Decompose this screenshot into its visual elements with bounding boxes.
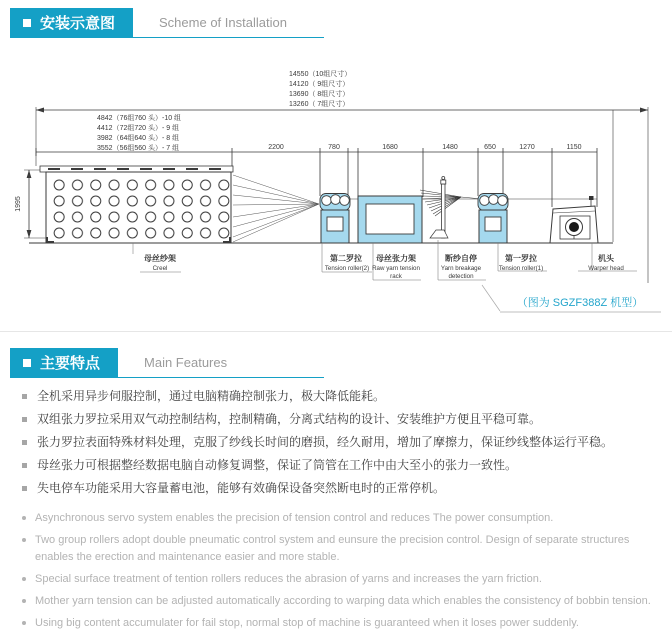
feature-text-cn: 母丝张力可根据整经数据电脑自动修复调整，保证了筒管在工作中由大至小的张力一致性。	[37, 458, 518, 472]
breakage-label-cn: 断纱自停	[445, 254, 477, 263]
feature-text-cn: 双组张力罗拉采用双气动控制结构，控制精确，分离式结构的设计、安装维护方便且平稳可靠。	[37, 412, 542, 426]
dot-bullet-icon	[22, 621, 26, 625]
creel-rail	[40, 166, 233, 172]
feature-item-cn	[22, 435, 660, 450]
feature-text-cn: 全机采用异步伺服控制，通过电脑精确控制张力，极大降低能耗。	[37, 389, 386, 403]
creel-dim-label: 3552（56组560 头）- 7 组	[97, 145, 180, 152]
dot-bullet-icon	[22, 577, 26, 581]
segment-dim: 1150	[566, 144, 582, 151]
segment-dim: 2200	[268, 144, 284, 151]
model-note-pointer	[482, 285, 500, 311]
creel-unit	[40, 166, 233, 243]
feature-text-en: Asynchronous servo system enables the precision of tension control and reduces The power consumption.	[35, 512, 554, 524]
dot-bullet-icon	[22, 538, 26, 542]
bullet-square-icon	[23, 359, 31, 367]
installation-diagram	[0, 62, 672, 317]
segment-dim: 1680	[382, 144, 398, 151]
feature-text-en: Two group rollers adopt double pneumatic control system and eunsure the precision control. Design of separate structures enables the erection and maintenance easier and more stable.	[35, 534, 630, 563]
features-title-cn: 主要特点	[40, 355, 101, 372]
segment-dim: 1270	[519, 144, 535, 151]
tension-rack-unit	[358, 196, 422, 243]
square-bullet-icon	[22, 440, 27, 445]
feature-text-en: Using big content accumulater for fail stop, normal stop of machine is guaranteed when it loses power suddenly.	[35, 617, 579, 629]
roller1-label-en: Tension roller(1)	[498, 265, 544, 272]
feature-text-en: Mother yarn tension can be adjusted automatically according to warping data which enables the consistency of bobbin tension.	[35, 595, 651, 607]
dot-bullet-icon	[22, 599, 26, 603]
feature-item-en	[22, 532, 660, 566]
feature-item-en	[22, 510, 660, 527]
breakage-label-en2: detection	[448, 273, 474, 280]
feature-text-en: Special surface treatment of tention rollers reduces the abrasion of yarns and increases the yarn friction.	[35, 573, 542, 585]
breakage-detection-unit	[420, 177, 482, 239]
creel-dim-label: 4842（76组760 头）-10 组	[97, 115, 182, 122]
tension-rack-label-cn: 母丝张力架	[376, 254, 416, 263]
bullet-square-icon	[23, 19, 31, 27]
segment-dim: 1480	[442, 144, 458, 151]
feature-item-cn	[22, 458, 660, 473]
breakage-label-en1: Yarn breakage	[440, 265, 482, 272]
square-bullet-icon	[22, 394, 27, 399]
model-note: （图为 SGZF388Z 机型）	[516, 297, 644, 309]
section-divider	[0, 331, 672, 332]
feature-item-cn	[22, 389, 660, 404]
feature-item-en	[22, 593, 660, 610]
overall-dim-label: 14120（ 9组尺寸）	[289, 81, 350, 88]
square-bullet-icon	[22, 486, 27, 491]
features-title-band	[10, 348, 118, 377]
tension-roller1-unit	[478, 194, 508, 244]
overall-dim-label: 13690（ 8组尺寸）	[289, 91, 350, 98]
installation-title-band	[10, 8, 133, 37]
creel-label-cn: 母丝纱架	[144, 254, 176, 263]
warper-label-cn: 机头	[598, 254, 614, 263]
square-bullet-icon	[22, 463, 27, 468]
overall-dim-label: 13260（ 7组尺寸）	[289, 101, 350, 108]
creel-dim-label: 4412（72组720 头）- 9 组	[97, 125, 180, 132]
roller2-label-cn: 第二罗拉	[330, 254, 362, 263]
creel-label-en: Creel	[152, 265, 168, 272]
feature-item-cn	[22, 412, 660, 427]
tension-roller2-unit	[320, 194, 350, 244]
feature-item-cn	[22, 481, 660, 496]
overall-dim-label: 14550（10组尺寸）	[289, 71, 352, 78]
roller1-label-cn: 第一罗拉	[505, 254, 537, 263]
dot-bullet-icon	[22, 516, 26, 520]
yarn-lines	[233, 175, 319, 242]
features-cn-list	[22, 389, 660, 504]
segment-dim: 780	[328, 144, 340, 151]
installation-title-en: Scheme of Installation	[159, 15, 287, 30]
feature-item-en	[22, 615, 660, 632]
warper-label-en: Warper head	[588, 265, 624, 272]
features-section-header	[10, 348, 324, 378]
tension-rack-label-en2: rack	[390, 273, 402, 280]
features-en-list	[22, 510, 660, 637]
installation-section-header	[10, 8, 324, 38]
square-bullet-icon	[22, 417, 27, 422]
feature-text-cn: 失电停车功能采用大容量蓄电池，能够有效确保设备突然断电时的正常停机。	[37, 481, 446, 495]
warper-head-unit	[550, 196, 598, 243]
installation-title-cn: 安装示意图	[40, 15, 116, 32]
feature-item-en	[22, 571, 660, 588]
features-title-en: Main Features	[144, 355, 228, 370]
segment-dim: 650	[484, 144, 496, 151]
height-dim-label: 1995	[15, 196, 22, 212]
feature-text-cn: 张力罗拉表面特殊材料处理，克服了纱线长时间的磨损，经久耐用，增加了摩擦力，保证纱线整体运行平稳。	[37, 435, 614, 449]
creel-dim-label: 3982（64组640 头）- 8 组	[97, 135, 180, 142]
tension-rack-label-en1: Raw yarn tension	[372, 265, 420, 272]
roller2-label-en: Tension roller(2)	[324, 265, 370, 272]
creel-bobbins	[50, 177, 233, 241]
